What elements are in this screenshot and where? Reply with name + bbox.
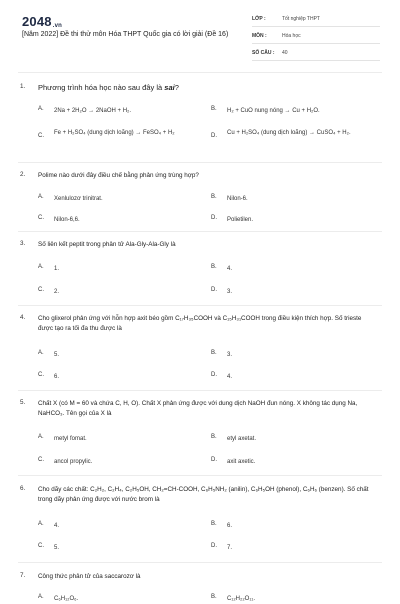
divider: [18, 162, 382, 163]
meta-label: MÔN :: [252, 33, 267, 39]
option-text: Nilon-6,6.: [54, 217, 80, 223]
option-label: B.: [211, 264, 217, 270]
option-label: A.: [38, 106, 44, 112]
logo-text: 2048: [22, 14, 52, 29]
exam-title: [Năm 2022] Đề thi thử môn Hóa THPT Quốc gia có lời giải (Đề 16): [22, 31, 229, 38]
option-label: A.: [38, 521, 44, 527]
option-label: B.: [211, 350, 217, 356]
option-label: D.: [211, 457, 217, 463]
logo-suffix: .vn: [52, 23, 63, 29]
meta-value: Hóa học: [282, 33, 301, 39]
option-label: B.: [211, 194, 217, 200]
question-number: 3.: [20, 240, 26, 247]
meta-label: SỐ CÂU :: [252, 50, 275, 56]
option-label: A.: [38, 434, 44, 440]
option-label: B.: [211, 106, 217, 112]
option-label: B.: [211, 594, 217, 600]
option-label: C.: [38, 457, 44, 463]
option-text: 6.: [227, 523, 233, 529]
meta-value: 40: [282, 50, 288, 56]
option-label: A.: [38, 594, 44, 600]
divider: [18, 390, 382, 391]
option-label: C.: [38, 215, 44, 221]
meta-row-class: [252, 15, 380, 27]
question-text: [38, 83, 378, 93]
option-text: etyl axetat.: [227, 436, 257, 442]
option-text: 5.: [54, 545, 60, 551]
option-label: A.: [38, 194, 44, 200]
option-text: 4.: [227, 374, 233, 380]
question-text: Cho dãy các chất: C₂H₂, C₂H₄, C₂H₅OH, CH₂=CH-COOH, C₆H₅NH₂ (anilin), C₆H₅OH (phenol), C₆H₆ (benzen). Số chất trong dãy phản ứng được với nước brom là: [38, 486, 369, 503]
question-text: Số liên kết peptit trong phân tử Ala-Gly-Ala-Gly là: [38, 241, 176, 248]
divider: [18, 475, 382, 476]
option-label: C.: [38, 133, 44, 139]
option-text: Fe + H₂SO₄ (dung dịch loãng) → FeSO₄ + H₂: [54, 130, 175, 136]
option-text: 2Na + 2H₂O → 2NaOH + H₂.: [54, 108, 132, 114]
option-text: C₆H₁₂O₆.: [54, 596, 79, 602]
question-number: 1.: [20, 83, 26, 90]
option-text: 2.: [54, 289, 60, 295]
question-number: 2.: [20, 171, 26, 178]
option-text: 3.: [227, 352, 233, 358]
option-label: A.: [38, 350, 44, 356]
option-text: C₁₂H₂₂O₁₁.: [227, 596, 256, 602]
question-number: 4.: [20, 314, 26, 321]
option-text: 4.: [54, 523, 60, 529]
option-text: 5.: [54, 352, 60, 358]
exam-meta: [252, 15, 380, 66]
option-text: 6.: [54, 374, 60, 380]
option-label: B.: [211, 434, 217, 440]
divider: [18, 305, 382, 306]
option-label: C.: [38, 287, 44, 293]
option-label: C.: [38, 372, 44, 378]
option-label: D.: [211, 543, 217, 549]
divider: [18, 231, 382, 232]
question-text: Chất X (có M = 60 và chứa C, H, O). Chất X phản ứng được với dung dịch NaOH đun nóng. X không tác dụng Na, NaHCO₃. Tên gọi của X là: [38, 400, 358, 417]
question-text-part: Phương trình hóa học nào sau đây là: [38, 83, 165, 92]
divider: [18, 562, 382, 563]
option-text: Xenlulozơ trinitrat.: [54, 196, 103, 202]
option-text: Nilon-6.: [227, 196, 248, 202]
option-text: 4.: [227, 266, 233, 272]
divider: [18, 72, 382, 73]
question-number: 7.: [20, 572, 26, 579]
option-label: D.: [211, 372, 217, 378]
question-number: 6.: [20, 485, 26, 492]
option-text: Cu + H₂SO₄ (dung dịch loãng) → CuSO₄ + H₂.: [227, 130, 351, 136]
option-text: axit axetic.: [227, 459, 256, 465]
site-logo[interactable]: [22, 14, 62, 29]
option-label: D.: [211, 215, 217, 221]
question-text-part: ?: [174, 83, 179, 92]
page-header: [0, 0, 400, 62]
option-text: H₂ + CuO nung nóng → Cu + H₂O.: [227, 108, 320, 114]
meta-value: Tốt nghiệp THPT: [282, 16, 320, 22]
option-label: D.: [211, 287, 217, 293]
option-text: 1.: [54, 266, 60, 272]
meta-row-count: [252, 49, 380, 61]
question-text: Polime nào dưới đây điều chế bằng phản ứng trùng hợp?: [38, 172, 199, 179]
option-text: ancol propylic.: [54, 459, 93, 465]
option-text: Polietilen.: [227, 217, 254, 223]
option-text: 7.: [227, 545, 233, 551]
question-text: Công thức phân tử của saccarozơ là: [38, 573, 141, 580]
option-label: D.: [211, 133, 217, 139]
option-label: C.: [38, 543, 44, 549]
question-text: Cho glixerol phản ứng với hỗn hợp axit béo gồm C₁₇H₃₅COOH và C₁₅H₃₁COOH trong điều kiện thích hợp. Số trieste được tạo ra tối đa thu được là: [38, 315, 362, 332]
option-label: B.: [211, 521, 217, 527]
option-text: metyl fomat.: [54, 436, 87, 442]
option-label: A.: [38, 264, 44, 270]
option-text: 3.: [227, 289, 233, 295]
meta-label: LỚP :: [252, 16, 266, 22]
question-number: 5.: [20, 399, 26, 406]
meta-row-subject: [252, 32, 380, 44]
question-emphasis: sai: [164, 83, 175, 92]
